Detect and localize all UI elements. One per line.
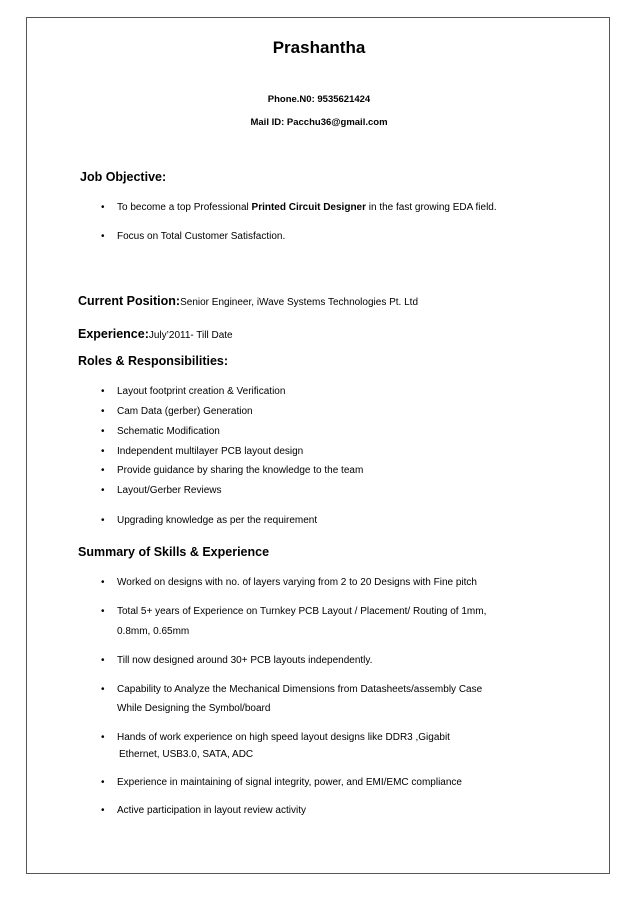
skills-item [101, 606, 487, 617]
job-objective-item [101, 202, 497, 213]
job-objective-text: Focus on Total Customer Satisfaction. [117, 231, 286, 242]
bullet-icon: • [101, 446, 105, 457]
skills-item [101, 655, 373, 666]
roles-item-text: Schematic Modification [117, 426, 220, 437]
phone-number: Phone.N0: 9535621424 [267, 94, 371, 105]
candidate-name: Prashantha [272, 38, 366, 57]
roles-item-text: Upgrading knowledge as per the requirement [117, 515, 318, 526]
bullet-icon: • [101, 406, 105, 417]
skills-item-text: Hands of work experience on high speed layout designs like DDR3 ,Gigabit [117, 732, 450, 743]
job-objective-item [101, 231, 286, 242]
roles-item [101, 386, 286, 397]
experience-label: Experience: [78, 327, 149, 341]
skills-item [101, 684, 483, 695]
skills-heading: Summary of Skills & Experience [78, 545, 270, 559]
bullet-icon: • [101, 202, 105, 213]
job-objective-heading: Job Objective: [80, 170, 167, 184]
skills-item-continuation: While Designing the Symbol/board [117, 703, 271, 714]
roles-item-text: Independent multilayer PCB layout design [117, 446, 304, 457]
current-position-value: Senior Engineer, iWave Systems Technologies Pt. Ltd [180, 297, 418, 308]
bullet-icon: • [101, 606, 105, 617]
bullet-icon: • [101, 732, 105, 743]
roles-item [101, 465, 364, 476]
roles-item [101, 406, 253, 417]
experience-line [78, 325, 233, 343]
skills-item [101, 777, 462, 788]
skills-item-text: Total 5+ years of Experience on Turnkey PCB Layout / Placement/ Routing of 1mm, [117, 606, 487, 617]
current-position-line [78, 292, 418, 310]
job-objective-emphasis: Printed Circuit Designer [251, 202, 366, 213]
bullet-icon: • [101, 426, 105, 437]
roles-heading: Roles & Responsibilities: [78, 354, 229, 368]
roles-item [101, 426, 220, 437]
skills-item [101, 732, 450, 743]
experience-value: July’2011- Till Date [148, 330, 233, 341]
skills-item-continuation: Ethernet, USB3.0, SATA, ADC [119, 749, 254, 760]
skills-item-text: Worked on designs with no. of layers varying from 2 to 20 Designs with Fine pitch [117, 577, 477, 588]
skills-item-continuation: 0.8mm, 0.65mm [117, 626, 190, 637]
roles-item [101, 446, 304, 457]
job-objective-text: To become a top Professional [117, 202, 252, 213]
roles-item-text: Layout footprint creation & Verification [117, 386, 286, 397]
roles-item [101, 515, 318, 526]
bullet-icon: • [101, 777, 105, 788]
skills-item [101, 805, 306, 816]
page-border [26, 17, 610, 874]
current-position-label: Current Position: [78, 294, 181, 308]
roles-item-text: Provide guidance by sharing the knowledge to the team [117, 465, 364, 476]
bullet-icon: • [101, 485, 105, 496]
roles-item-text: Layout/Gerber Reviews [117, 485, 222, 496]
bullet-icon: • [101, 386, 105, 397]
job-objective-text-end: in the fast growing EDA field. [366, 202, 497, 213]
skills-item-text: Experience in maintaining of signal integrity, power, and EMI/EMC compliance [117, 777, 462, 788]
skills-item-text: Capability to Analyze the Mechanical Dimensions from Datasheets/assembly Case [117, 684, 483, 695]
skills-item [101, 577, 477, 588]
skills-item-text: Till now designed around 30+ PCB layouts independently. [117, 655, 373, 666]
bullet-icon: • [101, 805, 105, 816]
bullet-icon: • [101, 577, 105, 588]
bullet-icon: • [101, 231, 105, 242]
bullet-icon: • [101, 655, 105, 666]
bullet-icon: • [101, 515, 105, 526]
roles-item-text: Cam Data (gerber) Generation [117, 406, 253, 417]
bullet-icon: • [101, 684, 105, 695]
skills-item-text: Active participation in layout review activity [117, 805, 306, 816]
mail-id: Mail ID: Pacchu36@gmail.com [250, 117, 388, 128]
bullet-icon: • [101, 465, 105, 476]
roles-item [101, 485, 222, 496]
